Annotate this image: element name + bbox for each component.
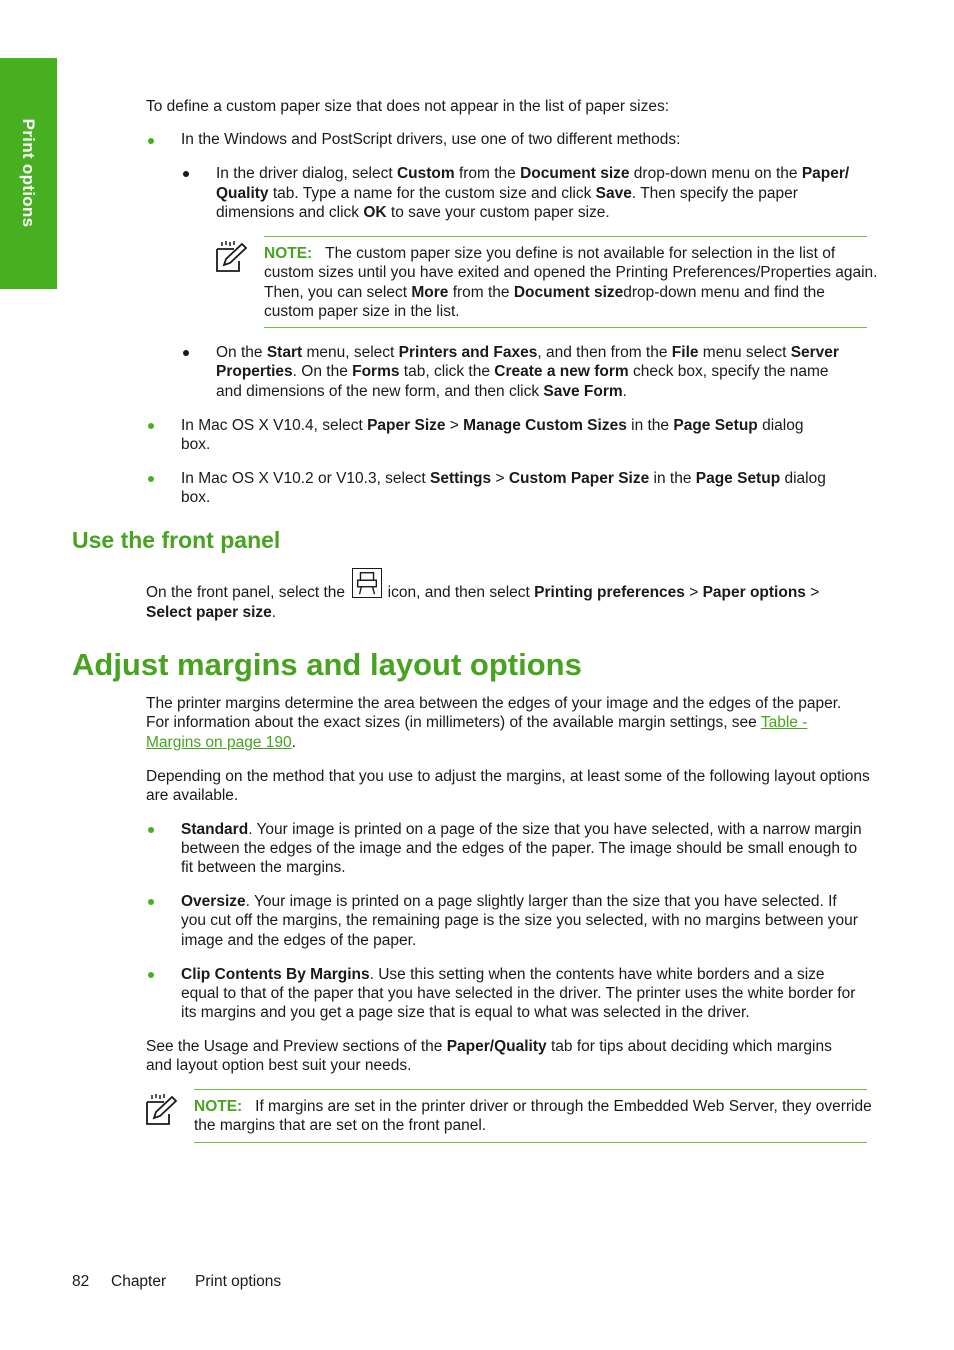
margins-para1-line1: The printer margins determine the area between the edges of your image and the edges of the paper. bbox=[146, 695, 842, 712]
sub-bullet-start-line1: On the Start menu, select Printers and Faxes, and then from the File menu select Server bbox=[216, 344, 839, 361]
standard-line2: between the edges of the image and the edges of the paper. The image should be small enough to bbox=[181, 840, 858, 857]
oversize-line1: Oversize. Your image is printed on a page slightly larger than the size that you have selected. If bbox=[181, 893, 837, 910]
footer-page-number: 82 bbox=[72, 1273, 90, 1290]
clip-line2: equal to that of the paper that you have selected in the driver. The printer uses the white border for bbox=[181, 985, 856, 1002]
margins-para2-line1: Depending on the method that you use to adjust the margins, at least some of the following layout options bbox=[146, 768, 870, 785]
note-rule-bottom bbox=[194, 1142, 867, 1143]
margins-para1-line3: Margins on page 190. bbox=[146, 734, 296, 751]
side-tab bbox=[0, 58, 57, 289]
bullet-dot bbox=[148, 899, 154, 905]
intro-text: To define a custom paper size that does not appear in the list of paper sizes: bbox=[146, 98, 670, 115]
note-line4: custom paper size in the list. bbox=[264, 303, 460, 320]
footer-chapter: Chapter bbox=[111, 1273, 167, 1290]
bullet-windows: In the Windows and PostScript drivers, use one of two different methods: bbox=[181, 131, 681, 148]
front-panel-line1: On the front panel, select the icon, and then select Printing preferences > Paper options > bbox=[146, 584, 820, 601]
note-pencil-icon bbox=[144, 1092, 178, 1126]
margins-page-link[interactable]: Margins on page 190 bbox=[146, 734, 292, 751]
note-line3: Then, you can select More from the Document sizedrop-down menu and find the bbox=[264, 284, 825, 301]
sub-bullet-driver-line1: In the driver dialog, select Custom from the Document size drop-down menu on the Paper/ bbox=[216, 165, 850, 182]
bullet-dot bbox=[148, 827, 154, 833]
heading-adjust-margins: Adjust margins and layout options bbox=[72, 647, 582, 682]
margins-para2-line2: are available. bbox=[146, 787, 239, 804]
oversize-line2: you cut off the margins, the remaining page is the size you selected, with no margins between your bbox=[181, 912, 858, 929]
sub-bullet-driver-line3: dimensions and click OK to save your custom paper size. bbox=[216, 204, 610, 221]
bullet-mac103-line1: In Mac OS X V10.2 or V10.3, select Settings > Custom Paper Size in the Page Setup dialog bbox=[181, 470, 826, 487]
note-rule-top bbox=[194, 1089, 867, 1090]
heading-front-panel: Use the front panel bbox=[72, 527, 281, 553]
see-line2: and layout option best suit your needs. bbox=[146, 1057, 412, 1074]
clip-line1: Clip Contents By Margins. Use this setting when the contents have white borders and a size bbox=[181, 966, 825, 983]
table-link[interactable]: Table - bbox=[760, 714, 808, 731]
front-panel-line2: Select paper size. bbox=[146, 604, 277, 621]
bullet-dot bbox=[148, 423, 154, 429]
footer-section: Print options bbox=[195, 1273, 282, 1290]
note-pencil-icon bbox=[214, 239, 248, 273]
see-line1: See the Usage and Preview sections of the Paper/Quality tab for tips about deciding which margins bbox=[146, 1038, 832, 1055]
printer-panel-icon bbox=[352, 568, 382, 598]
margins-para1-line2: For information about the exact sizes (in millimeters) of the available margin settings, see Table - bbox=[146, 714, 808, 731]
bullet-mac104-line1: In Mac OS X V10.4, select Paper Size > Manage Custom Sizes in the Page Setup dialog bbox=[181, 417, 804, 434]
oversize-line3: image and the edges of the paper. bbox=[181, 932, 417, 949]
bullet-dot bbox=[148, 972, 154, 978]
sub-bullet-dot bbox=[183, 171, 189, 177]
sub-bullet-start-line2: Properties. On the Forms tab, click the Create a new form check box, specify the name bbox=[216, 363, 829, 380]
sub-bullet-driver-line2: Quality tab. Type a name for the custom size and click Save. Then specify the paper bbox=[216, 185, 798, 202]
bullet-mac104-line2: box. bbox=[181, 436, 211, 453]
bullet-mac103-line2: box. bbox=[181, 489, 211, 506]
note-line1: NOTE: The custom paper size you define is not available for selection in the list of bbox=[264, 245, 836, 262]
bullet-dot bbox=[148, 476, 154, 482]
note-rule-bottom bbox=[264, 327, 867, 328]
sub-bullet-dot bbox=[183, 350, 189, 356]
standard-line1: Standard. Your image is printed on a page of the size that you have selected, with a narrow margin bbox=[181, 821, 862, 838]
note2-line2: the margins that are set on the front panel. bbox=[194, 1117, 487, 1134]
clip-line3: its margins and you get a page size that is equal to what was selected in the driver. bbox=[181, 1004, 750, 1021]
note-rule-top bbox=[264, 236, 867, 237]
sub-bullet-start-line3: and dimensions of the new form, and then click Save Form. bbox=[216, 383, 627, 400]
side-tab-label: Print options bbox=[19, 118, 38, 228]
bullet-dot bbox=[148, 138, 154, 144]
standard-line3: fit between the margins. bbox=[181, 859, 346, 876]
note-line2: custom sizes until you have exited and opened the Printing Preferences/Properties again. bbox=[264, 264, 878, 281]
note2-line1: NOTE: If margins are set in the printer driver or through the Embedded Web Server, they override bbox=[194, 1098, 872, 1115]
